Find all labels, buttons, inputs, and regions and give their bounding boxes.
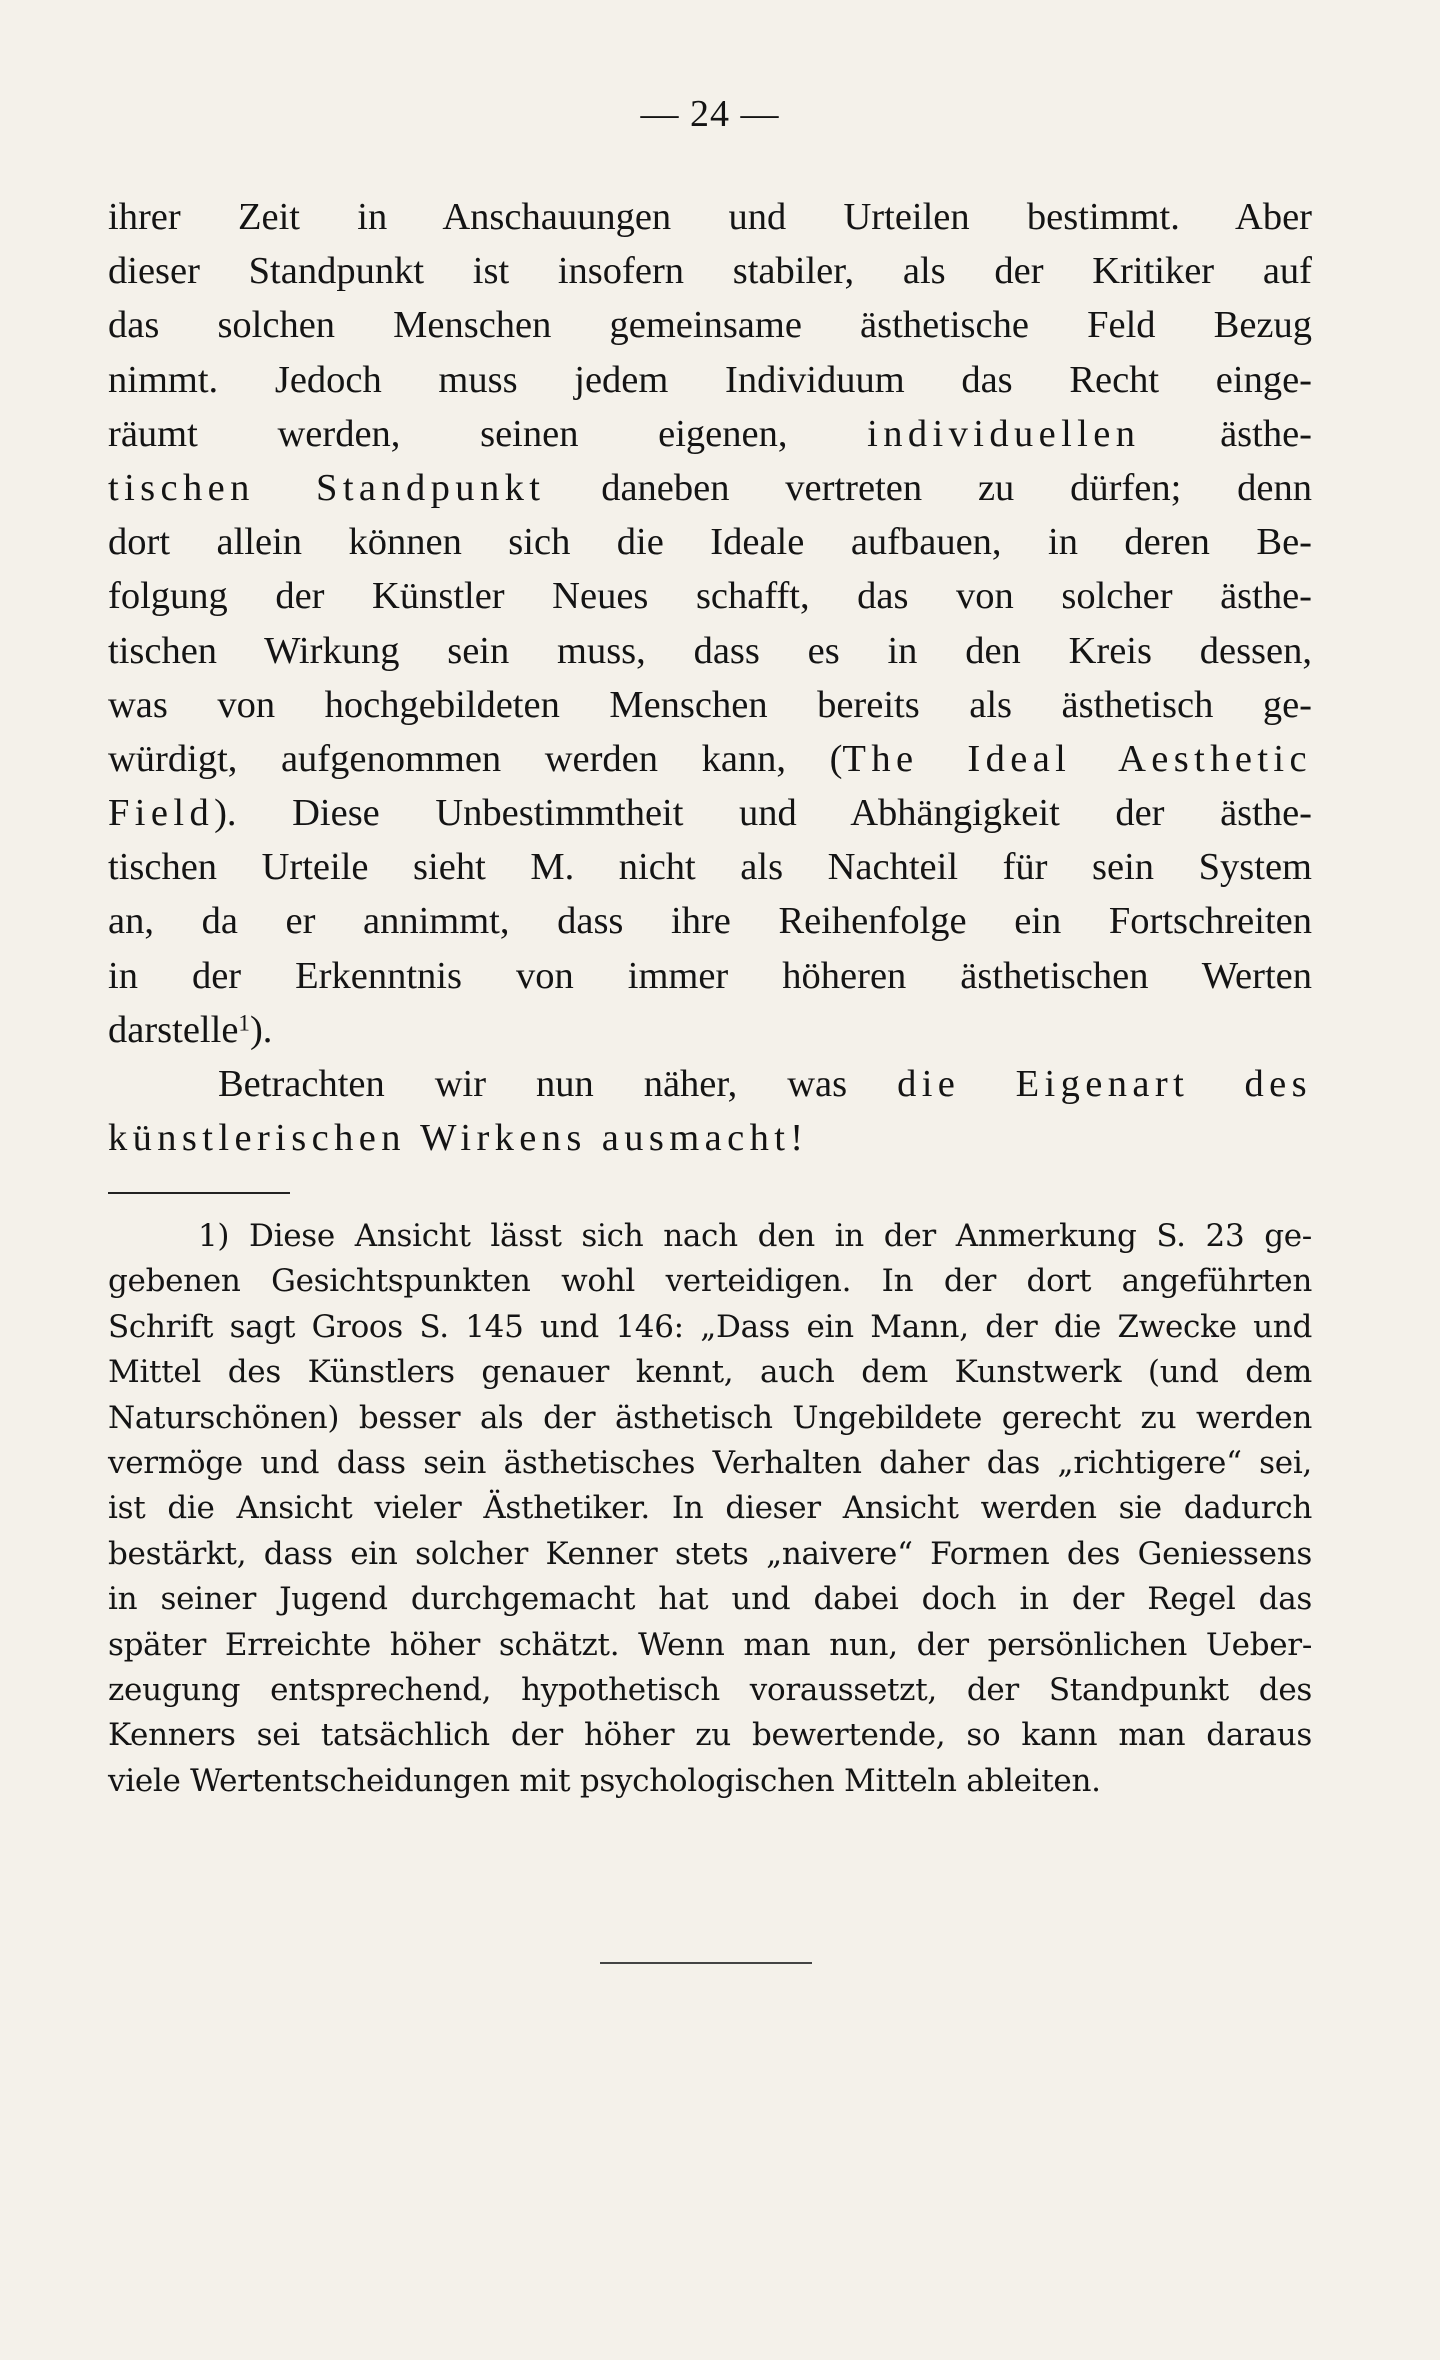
text-line — [108, 1111, 1312, 1165]
emphasized-text: tischen Standpunkt — [108, 466, 546, 509]
footnote-line: bestärkt, dass ein solcher Kenner stets „naivere“ Formen des Geniessens — [108, 1535, 1312, 1572]
footnote-line: Kenners sei tatsächlich der höher zu bewertende, so kann man daraus — [108, 1717, 1312, 1754]
footnote-divider — [108, 1192, 290, 1194]
footnote-line: zeugung entsprechend, hypothetisch voraussetzt, der Standpunkt des — [108, 1671, 1312, 1708]
text-line — [108, 732, 1312, 786]
text-segment: ). Diese Unbestimmtheit und Abhängigkeit der ästhe- — [214, 792, 1312, 835]
footnote-line: Mittel des Künstlers genauer kennt, auch dem Kunstwerk (und dem — [108, 1354, 1312, 1391]
page-number: — 24 — — [640, 93, 780, 135]
emphasized-text: die Eigenart des — [897, 1063, 1312, 1105]
text-line: nimmt. Jedoch muss jedem Individuum das Recht einge- — [108, 358, 1312, 401]
footnote-line: vermöge und dass sein ästhetisches Verhalten daher das „richtigere“ sei, — [108, 1444, 1312, 1481]
text-line — [108, 1003, 1312, 1057]
text-line — [108, 1057, 1312, 1111]
footnote-line: in seiner Jugend durchgemacht hat und dabei doch in der Regel das — [108, 1581, 1312, 1618]
footnote-line: 1) Diese Ansicht lässt sich nach den in der Anmerkung S. 23 ge- — [198, 1218, 1312, 1254]
footnote-line: Schrift sagt Groos S. 145 und 146: „Dass ein Mann, der die Zwecke und — [108, 1308, 1312, 1345]
text-line: das solchen Menschen gemeinsame ästhetische Feld Bezug — [108, 304, 1312, 347]
text-line — [108, 786, 1312, 840]
text-segment: ). — [249, 1008, 273, 1051]
text-line: dieser Standpunkt ist insofern stabiler, als der Kritiker auf — [108, 250, 1312, 293]
end-divider — [600, 1962, 812, 1964]
text-segment: daneben vertreten zu dürfen; denn — [601, 466, 1313, 509]
text-segment: räumt werden, seinen eigenen, — [108, 412, 788, 455]
text-line: tischen Urteile sieht M. nicht als Nachteil für sein System — [108, 846, 1312, 889]
emphasized-text: The Ideal Aesthetic — [842, 737, 1312, 780]
footnote-line: später Erreichte höher schätzt. Wenn man nun, der persönlichen Ueber- — [108, 1626, 1312, 1663]
text-line: in der Erkenntnis von immer höheren ästhetischen Werten — [108, 954, 1312, 997]
footnote-line: Naturschönen) besser als der ästhetisch Ungebildete gerecht zu werden — [108, 1399, 1312, 1436]
text-segment: würdigt, aufgenommen werden kann, ( — [108, 737, 843, 780]
text-line — [108, 461, 1312, 515]
emphasized-text: künstlerischen Wirkens ausmacht! — [108, 1117, 809, 1160]
text-line: dort allein können sich die Ideale aufbauen, in deren Be- — [108, 521, 1312, 564]
emphasized-text: individuellen — [867, 412, 1141, 455]
text-line: an, da er annimmt, dass ihre Reihenfolge ein Fortschreiten — [108, 900, 1312, 943]
text-segment: Betrachten wir nun näher, was — [218, 1063, 848, 1105]
text-line — [108, 407, 1312, 461]
text-segment: ästhe- — [1220, 412, 1313, 455]
footnote-line: viele Wertentscheidungen mit psychologischen Mitteln ableiten. — [108, 1762, 1101, 1799]
text-segment: darstelle — [108, 1008, 239, 1051]
footnote-line: gebenen Gesichtspunkten wohl verteidigen. In der dort angeführten — [108, 1263, 1312, 1300]
emphasized-text: Field — [108, 792, 215, 835]
footnote — [108, 1214, 1312, 1804]
footnote-reference[interactable]: 1 — [238, 1009, 250, 1036]
text-line: was von hochgebildeten Menschen bereits als ästhetisch ge- — [108, 683, 1312, 726]
text-line: ihrer Zeit in Anschauungen und Urteilen bestimmt. Aber — [108, 196, 1312, 238]
text-line: folgung der Künstler Neues schafft, das von solcher ästhe- — [108, 575, 1312, 618]
footnote-line: ist die Ansicht vieler Ästhetiker. In dieser Ansicht werden sie dadurch — [108, 1490, 1312, 1527]
text-line: tischen Wirkung sein muss, dass es in den Kreis dessen, — [108, 629, 1312, 672]
main-text — [108, 190, 1312, 1165]
